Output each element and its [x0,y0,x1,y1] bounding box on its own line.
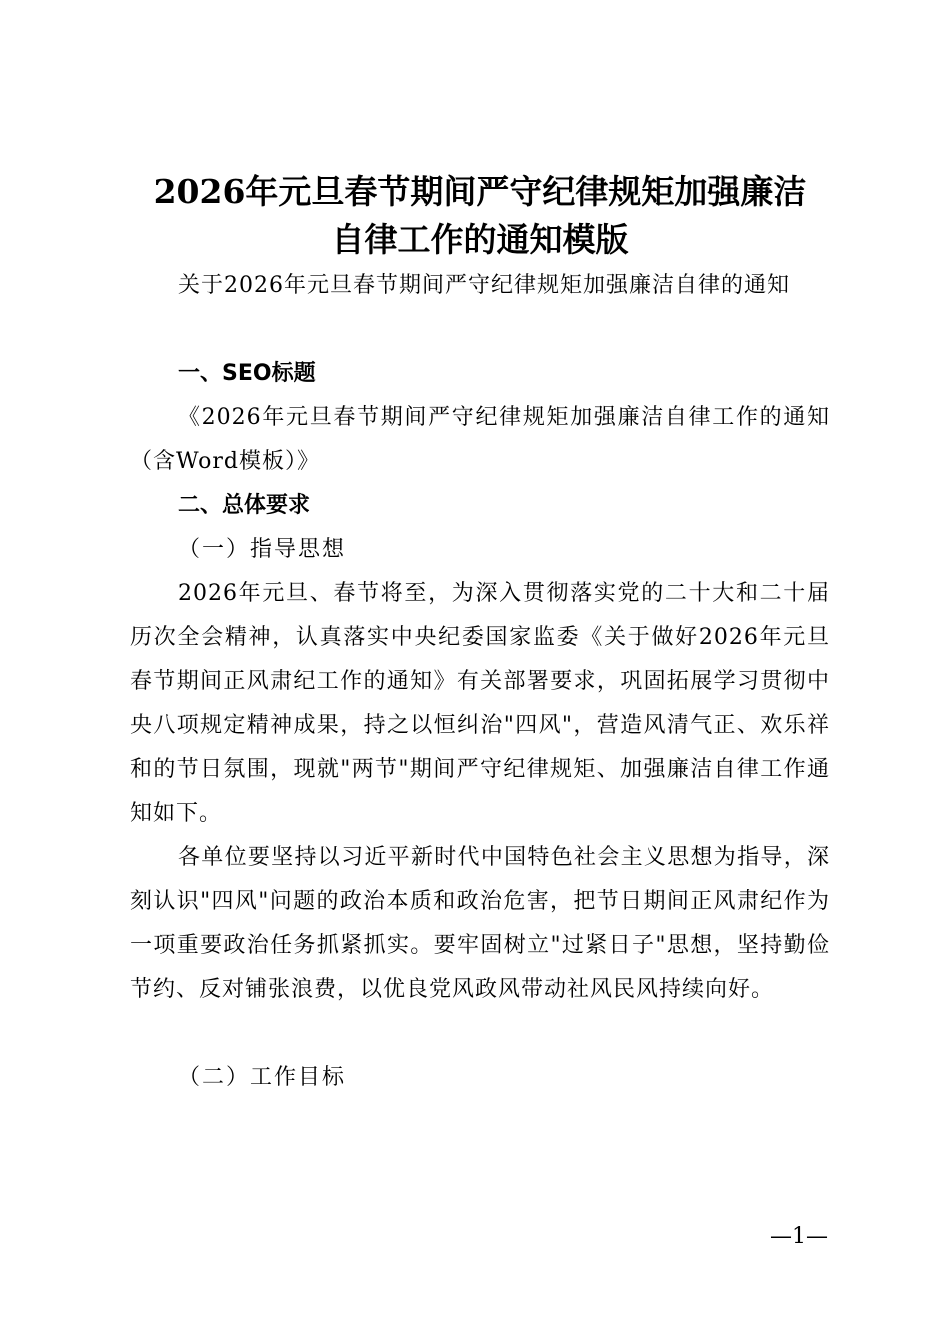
seo-title-paragraph: 《2026年元旦春节期间严守纪律规矩加强廉洁自律工作的通知（含Word模板）》 [130,405,830,474]
document-title-line2: 自律工作的通知模版 [331,220,629,259]
document-title-line1: 2026年元旦春节期间严守纪律规矩加强廉洁 [153,172,807,211]
subheading-work-goals: （二）工作目标 [178,1065,347,1090]
intro-paragraph: 关于2026年元旦春节期间严守纪律规矩加强廉洁自律的通知 [178,273,790,298]
subheading-guiding-thought: （一）指导思想 [178,537,347,562]
section-heading-general: 二、总体要求 [178,493,311,518]
body-paragraph-1: 2026年元旦、春节将至，为深入贯彻落实党的二十大和二十届历次全会精神，认真落实中央纪委国家监委《关于做好2026年元旦春节期间正风肃纪工作的通知》有关部署要求，巩固拓展学习贯彻中央八项规定精神成果，持之以恒纠治"四风"，营造风清气正、欢乐祥和的节日氛围，现就"两节"期间严守纪律规矩、加强廉洁自律工作通知如下。 [130,581,830,826]
page-number: —1— [770,1224,828,1249]
section-heading-seo: 一、SEO标题 [178,361,316,386]
body-paragraph-2: 各单位要坚持以习近平新时代中国特色社会主义思想为指导，深刻认识"四风"问题的政治本质和政治危害，把节日期间正风肃纪作为一项重要政治任务抓紧抓实。要牢固树立"过紧日子"思想，坚持勤俭节约、反对铺张浪费，以优良党风政风带动社风民风持续向好。 [130,845,830,1002]
